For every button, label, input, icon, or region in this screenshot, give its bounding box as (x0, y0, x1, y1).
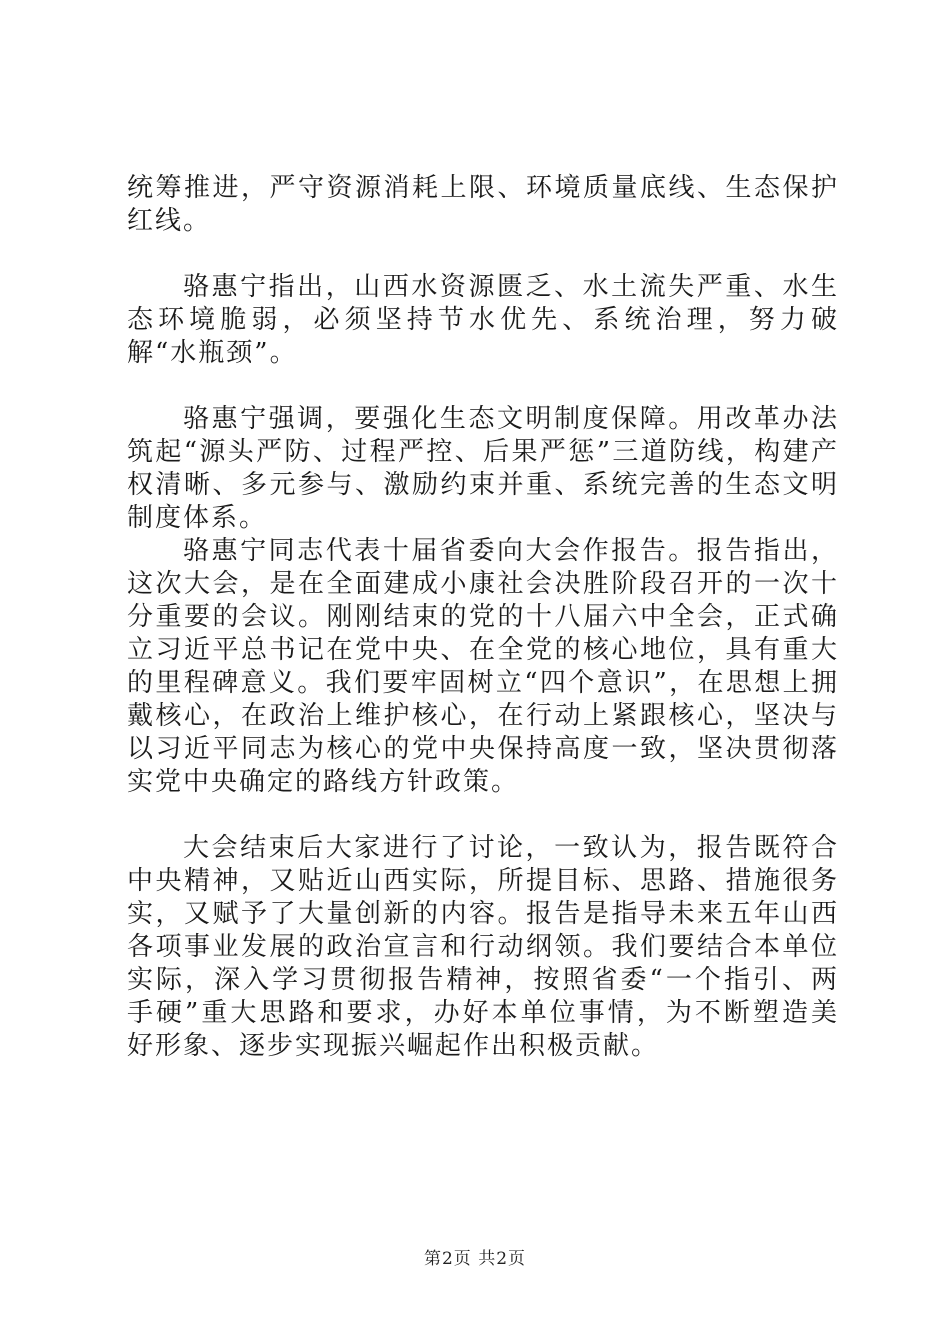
paragraph-eco-system: 骆惠宁强调，要强化生态文明制度保障。用改革办法筑起“源头严防、过程严控、后果严惩”三道防线，构建产权清晰、多元参与、激励约束并重、系统完善的生态文明制度体系。 (127, 404, 839, 533)
document-body (127, 172, 839, 1063)
paragraph-report: 骆惠宁同志代表十届省委向大会作报告。报告指出，这次大会，是在全面建成小康社会决胜阶段召开的一次十分重要的会议。刚刚结束的党的十八届六中全会，正式确立习近平总书记在党中央、在全党的核心地位，具有重大的里程碑意义。我们要牢固树立“四个意识”，在思想上拥戴核心，在政治上维护核心，在行动上紧跟核心，坚决与以习近平同志为核心的党中央保持高度一致，坚决贯彻落实党中央确定的路线方针政策。 (127, 536, 839, 797)
paragraph-water-resources: 骆惠宁指出，山西水资源匮乏、水土流失严重、水生态环境脆弱，必须坚持节水优先、系统治理，努力破解“水瓶颈”。 (127, 272, 839, 368)
paragraph-discussion: 大会结束后大家进行了讨论，一致认为，报告既符合中央精神，又贴近山西实际，所提目标、思路、措施很务实，又赋予了大量创新的内容。报告是指导未来五年山西各项事业发展的政治宣言和行动纲领。我们要结合本单位实际，深入学习贯彻报告精神，按照省委“一个指引、两手硬”重大思路和要求，办好本单位事情，为不断塑造美好形象、逐步实现振兴崛起作出积极贡献。 (127, 833, 839, 1061)
page-footer: 第2页 共2页 (423, 1249, 527, 1269)
paragraph-continuation: 统筹推进，严守资源消耗上限、环境质量底线、生态保护红线。 (127, 173, 839, 236)
